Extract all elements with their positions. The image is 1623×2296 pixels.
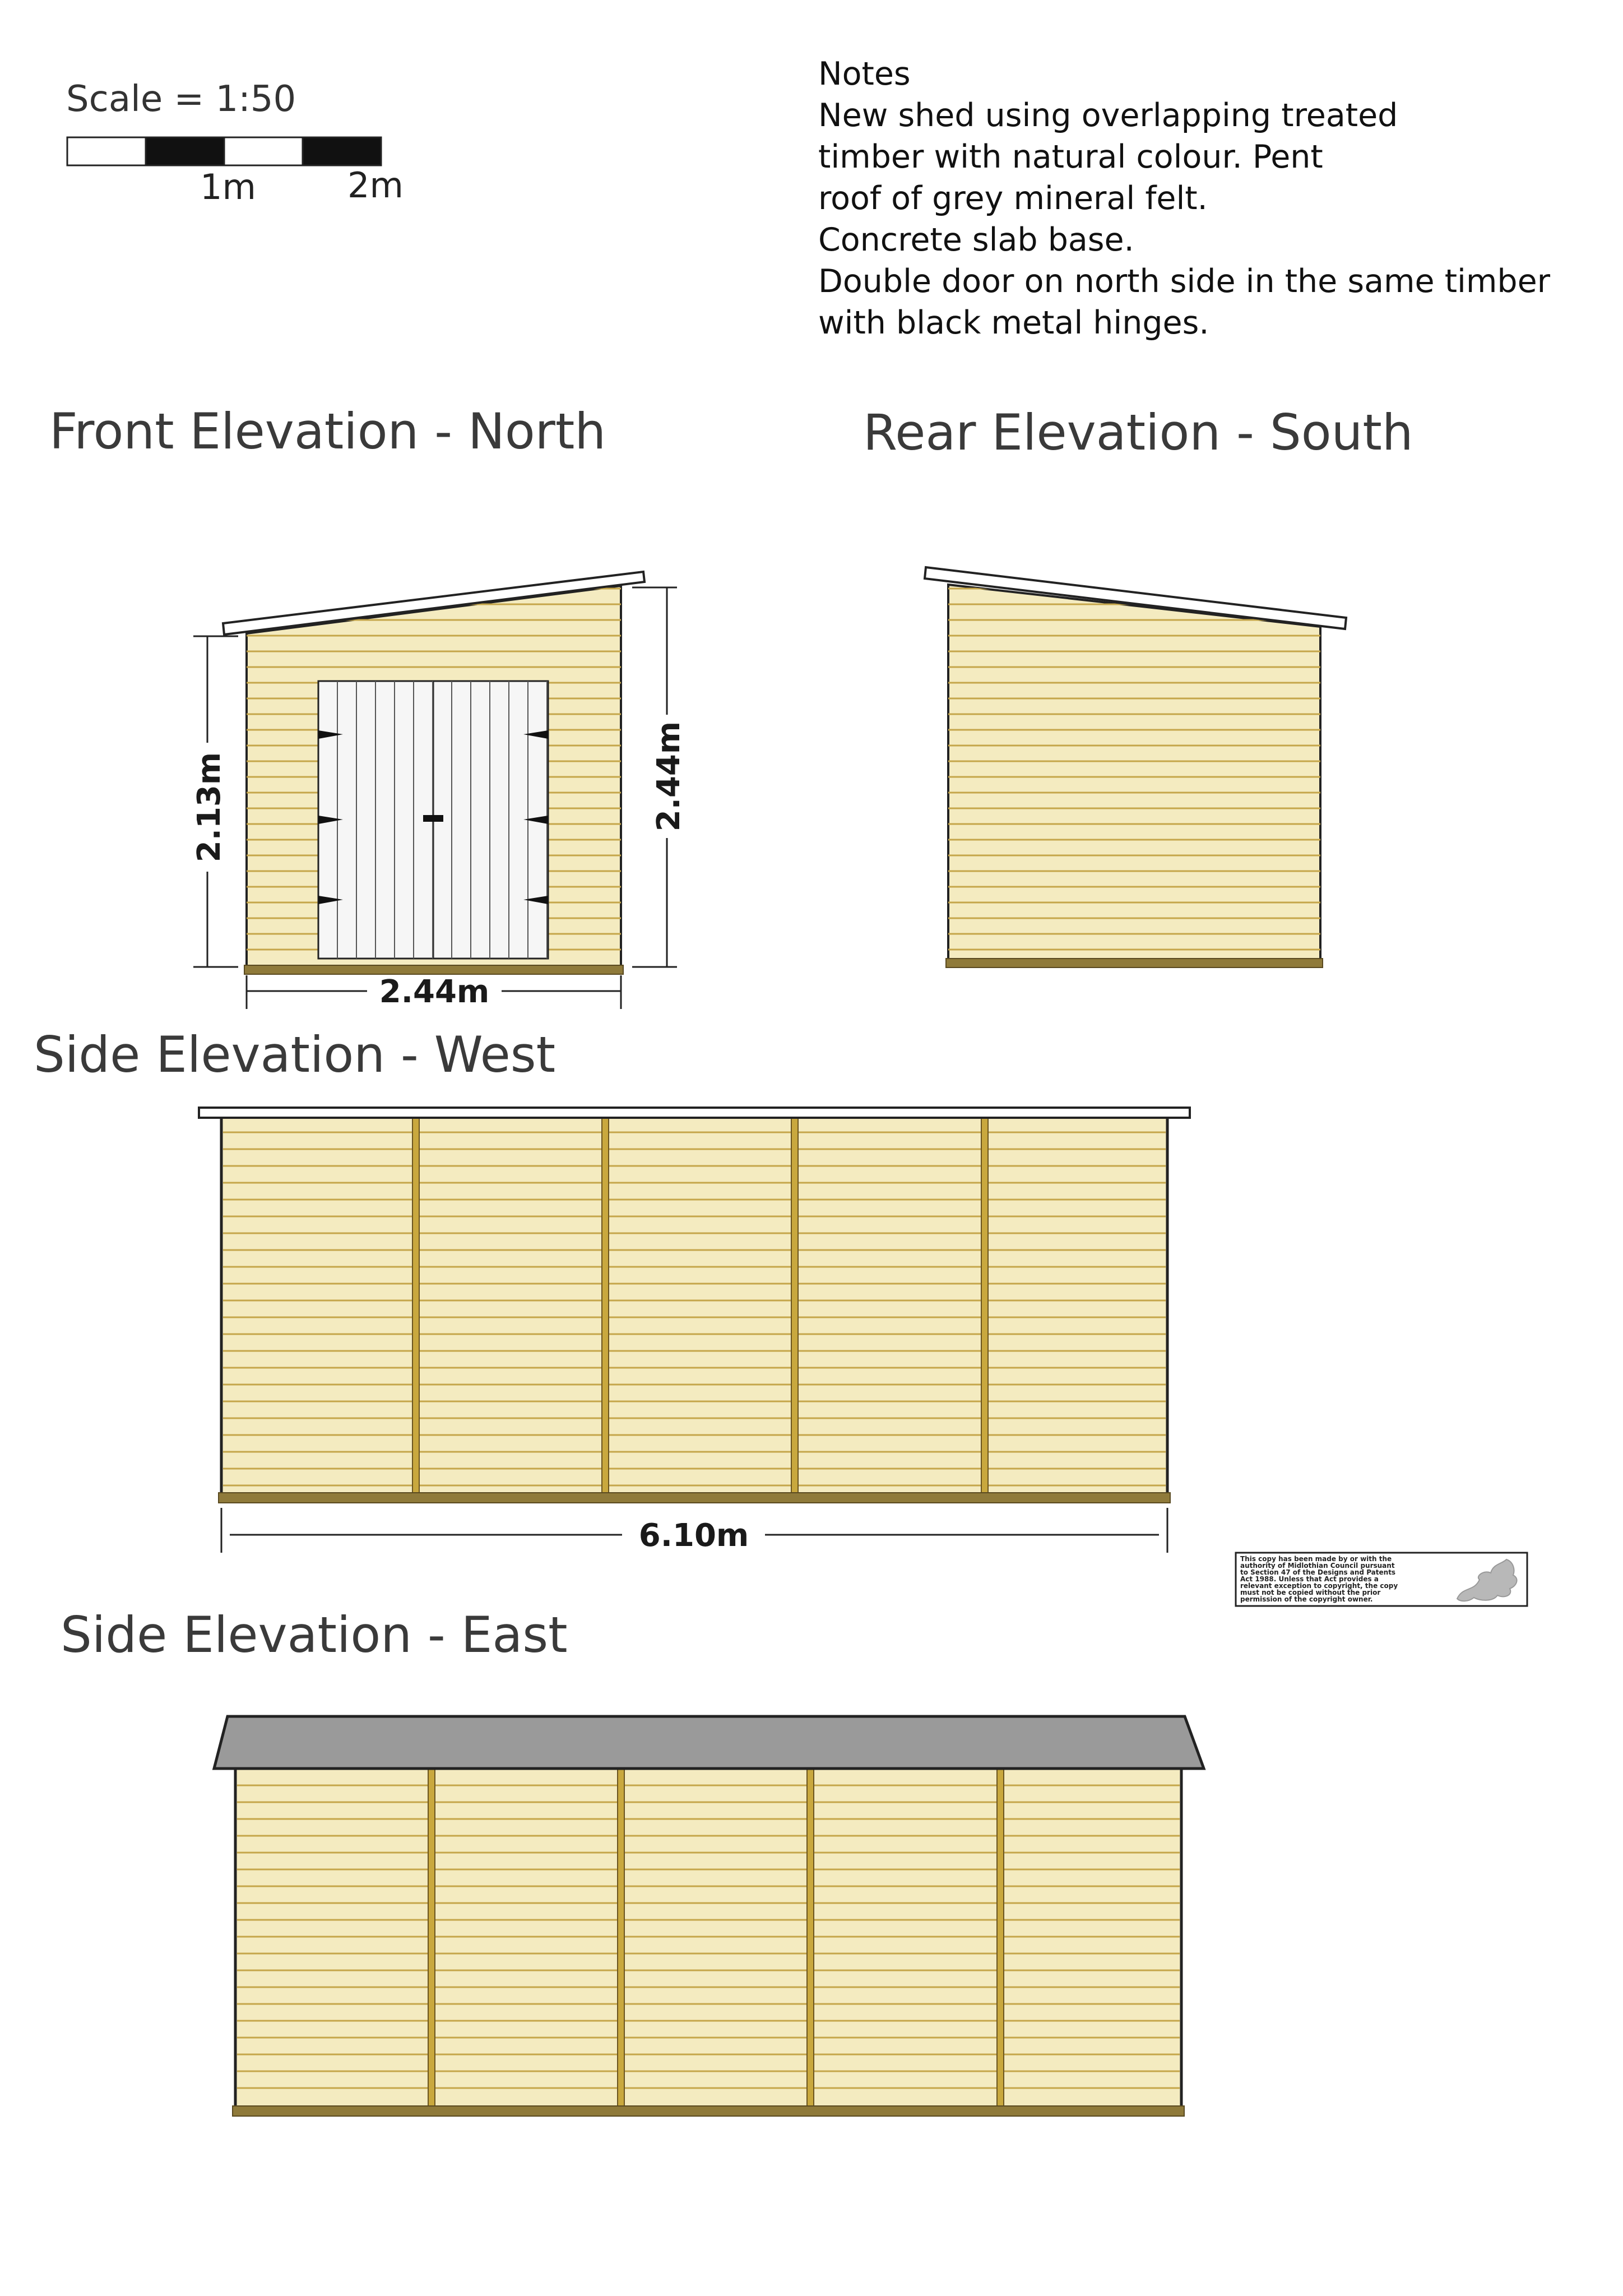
front-elevation: [191, 572, 687, 1010]
timber-post: [807, 1769, 814, 2107]
notes-line: timber with natural colour. Pent: [818, 138, 1323, 175]
timber-post: [791, 1118, 798, 1493]
copyright-line: to Section 47 of the Designs and Patents: [1240, 1568, 1396, 1576]
scale-label: Scale = 1:50: [66, 78, 296, 120]
door-handle: [423, 815, 443, 822]
west-base: [219, 1493, 1170, 1503]
west-roof: [199, 1108, 1190, 1118]
west-dim-bottom: 6.10m: [638, 1517, 749, 1554]
east-base: [233, 2106, 1184, 2116]
notes-line: New shed using overlapping treated: [818, 97, 1398, 134]
copyright-line: must not be copied without the prior: [1240, 1589, 1381, 1596]
west-elevation-title: Side Elevation - West: [34, 1026, 556, 1084]
scale-tick-2m: 2m: [347, 165, 404, 206]
rear-base: [946, 959, 1323, 968]
rear-elevation: [925, 567, 1346, 968]
notes-heading: Notes: [818, 55, 911, 92]
copyright-line: This copy has been made by or with the: [1240, 1555, 1392, 1563]
west-wall: [221, 1117, 1167, 1494]
copyright-line: Act 1988. Unless that Act provides a: [1240, 1575, 1379, 1583]
notes-line: Concrete slab base.: [818, 221, 1134, 258]
copyright-line: authority of Midlothian Council pursuant: [1240, 1562, 1395, 1570]
front-elevation-title: Front Elevation - North: [49, 402, 606, 460]
notes-line: Double door on north side in the same timber: [818, 263, 1551, 300]
east-roof: [214, 1716, 1204, 1769]
timber-post: [618, 1769, 624, 2107]
front-dim-bottom: 2.44m: [379, 974, 490, 1010]
east-elevation-title: Side Elevation - East: [61, 1606, 568, 1664]
timber-post: [981, 1118, 988, 1493]
timber-post: [428, 1769, 435, 2107]
east-elevation: [214, 1716, 1204, 2116]
notes-line: with black metal hinges.: [818, 304, 1209, 341]
notes-line: roof of grey mineral felt.: [818, 180, 1208, 217]
timber-post: [602, 1118, 609, 1493]
front-dim-right: 2.44m: [651, 721, 687, 832]
timber-post: [997, 1769, 1004, 2107]
rear-elevation-title: Rear Elevation - South: [863, 404, 1413, 461]
copyright-line: permission of the copyright owner.: [1240, 1595, 1373, 1603]
west-elevation: [199, 1108, 1190, 1554]
rear-wall: [948, 585, 1320, 960]
timber-post: [412, 1118, 419, 1493]
copyright-line: relevant exception to copyright, the copy: [1240, 1582, 1398, 1590]
copyright-box: [1236, 1553, 1527, 1606]
front-dim-left: 2.13m: [191, 752, 228, 863]
front-base: [244, 965, 623, 974]
scale-tick-1m: 1m: [200, 166, 256, 207]
